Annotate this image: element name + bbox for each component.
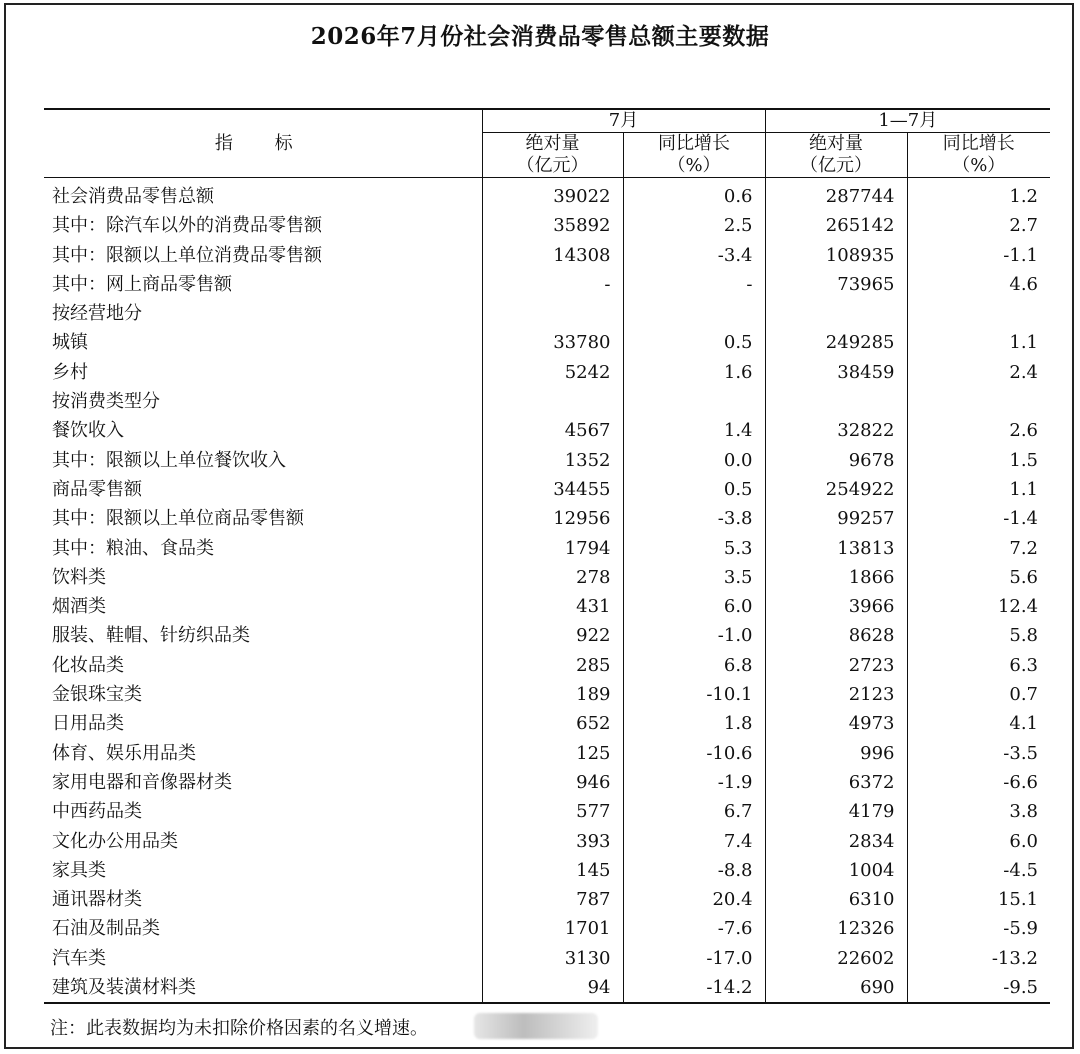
row-indicator: 汽车类 bbox=[52, 947, 106, 969]
month-abs-cell: 14308 bbox=[482, 241, 623, 270]
table-row bbox=[44, 827, 1050, 856]
table-row bbox=[44, 299, 1050, 328]
month-abs-cell: 946 bbox=[482, 768, 623, 797]
ytd-yoy-cell: 15.1 bbox=[907, 885, 1050, 914]
month-abs-cell: 3130 bbox=[482, 944, 623, 973]
ytd-yoy-cell: 7.2 bbox=[907, 534, 1050, 563]
month-yoy-cell: -1.0 bbox=[623, 621, 765, 650]
month-yoy-cell: 6.7 bbox=[623, 797, 765, 826]
ytd-yoy-cell: -1.4 bbox=[907, 504, 1050, 533]
month-yoy-cell: 0.5 bbox=[623, 328, 765, 357]
month-yoy-cell: - bbox=[623, 270, 765, 299]
month-yoy-cell: -17.0 bbox=[623, 944, 765, 973]
month-yoy-cell: -8.8 bbox=[623, 856, 765, 885]
table-row bbox=[44, 358, 1050, 387]
month-yoy-cell: 0.6 bbox=[623, 178, 765, 212]
ytd-yoy-cell bbox=[907, 299, 1050, 328]
ytd-abs-cell: 1004 bbox=[765, 856, 907, 885]
table-row bbox=[44, 768, 1050, 797]
ytd-yoy-cell: 6.0 bbox=[907, 827, 1050, 856]
page-title: 2026年7月份社会消费品零售总额主要数据 bbox=[310, 23, 770, 50]
row-indicator: 按消费类型分 bbox=[52, 391, 160, 413]
ytd-yoy-cell: -3.5 bbox=[907, 739, 1050, 768]
row-indicator: 其中：粮油、食品类 bbox=[52, 537, 214, 559]
ytd-yoy-cell: 2.6 bbox=[907, 416, 1050, 445]
row-indicator: 文化办公用品类 bbox=[52, 830, 178, 852]
header-month-abs: 绝对量 bbox=[482, 133, 623, 156]
row-indicator: 其中：网上商品零售额 bbox=[52, 273, 232, 295]
ytd-abs-cell: 32822 bbox=[765, 416, 907, 445]
month-abs-cell: 577 bbox=[482, 797, 623, 826]
month-yoy-cell: -14.2 bbox=[623, 973, 765, 1003]
header-ytd-abs-unit: （亿元） bbox=[765, 155, 907, 178]
table-row bbox=[44, 709, 1050, 738]
month-abs-cell: 12956 bbox=[482, 504, 623, 533]
month-yoy-cell: -1.9 bbox=[623, 768, 765, 797]
ytd-abs-cell: 108935 bbox=[765, 241, 907, 270]
month-abs-cell: 35892 bbox=[482, 211, 623, 240]
row-indicator: 其中：限额以上单位消费品零售额 bbox=[52, 244, 322, 266]
ytd-yoy-cell: 5.8 bbox=[907, 621, 1050, 650]
ytd-yoy-cell: 4.6 bbox=[907, 270, 1050, 299]
month-yoy-cell bbox=[623, 387, 765, 416]
table-row bbox=[44, 211, 1050, 240]
table-row bbox=[44, 416, 1050, 445]
row-indicator: 石油及制品类 bbox=[52, 918, 160, 940]
row-indicator: 其中：限额以上单位商品零售额 bbox=[52, 508, 304, 530]
month-abs-cell: 1701 bbox=[482, 914, 623, 943]
ytd-abs-cell: 690 bbox=[765, 973, 907, 1003]
row-indicator: 家用电器和音像器材类 bbox=[52, 771, 232, 793]
table-row bbox=[44, 328, 1050, 357]
ytd-yoy-cell: -9.5 bbox=[907, 973, 1050, 1003]
ytd-abs-cell: 254922 bbox=[765, 475, 907, 504]
row-indicator: 烟酒类 bbox=[52, 596, 106, 618]
ytd-yoy-cell bbox=[907, 387, 1050, 416]
ytd-abs-cell: 4973 bbox=[765, 709, 907, 738]
table-row bbox=[44, 856, 1050, 885]
month-abs-cell: 125 bbox=[482, 739, 623, 768]
header-indicator: 指 标 bbox=[44, 109, 482, 178]
table-row bbox=[44, 651, 1050, 680]
month-yoy-cell: 1.4 bbox=[623, 416, 765, 445]
row-indicator: 中西药品类 bbox=[52, 801, 142, 823]
month-yoy-cell: 7.4 bbox=[623, 827, 765, 856]
row-indicator: 化妆品类 bbox=[52, 654, 124, 676]
month-yoy-cell: -10.6 bbox=[623, 739, 765, 768]
header-group-ytd: 1—7月 bbox=[765, 109, 1050, 133]
ytd-abs-cell: 13813 bbox=[765, 534, 907, 563]
row-indicator: 城镇 bbox=[52, 332, 88, 354]
ytd-abs-cell: 2723 bbox=[765, 651, 907, 680]
table-row bbox=[44, 270, 1050, 299]
month-yoy-cell: 6.0 bbox=[623, 592, 765, 621]
row-indicator: 建筑及装潢材料类 bbox=[44, 973, 482, 1003]
table-row bbox=[44, 241, 1050, 270]
month-abs-cell: 94 bbox=[482, 973, 623, 1003]
month-yoy-cell: -3.8 bbox=[623, 504, 765, 533]
ytd-yoy-cell: 12.4 bbox=[907, 592, 1050, 621]
header-month-abs-unit: （亿元） bbox=[482, 155, 623, 178]
ytd-yoy-cell: 3.8 bbox=[907, 797, 1050, 826]
month-abs-cell: 33780 bbox=[482, 328, 623, 357]
ytd-abs-cell: 1866 bbox=[765, 563, 907, 592]
month-abs-cell: 1352 bbox=[482, 446, 623, 475]
ytd-abs-cell: 99257 bbox=[765, 504, 907, 533]
month-yoy-cell: -3.4 bbox=[623, 241, 765, 270]
month-yoy-cell: 3.5 bbox=[623, 563, 765, 592]
row-indicator: 家具类 bbox=[52, 859, 106, 881]
month-abs-cell: 4567 bbox=[482, 416, 623, 445]
row-indicator: 餐饮收入 bbox=[52, 420, 124, 442]
header-ytd-yoy-unit: （%） bbox=[907, 155, 1050, 178]
month-abs-cell: 922 bbox=[482, 621, 623, 650]
month-abs-cell: 5242 bbox=[482, 358, 623, 387]
ytd-yoy-cell: 4.1 bbox=[907, 709, 1050, 738]
table-row bbox=[44, 178, 1050, 212]
month-yoy-cell bbox=[623, 299, 765, 328]
table-row bbox=[44, 885, 1050, 914]
ytd-yoy-cell: -5.9 bbox=[907, 914, 1050, 943]
ytd-abs-cell: 6310 bbox=[765, 885, 907, 914]
table-row bbox=[44, 914, 1050, 943]
row-indicator: 饮料类 bbox=[52, 566, 106, 588]
ytd-yoy-cell: 1.1 bbox=[907, 475, 1050, 504]
retail-sales-table bbox=[44, 108, 1050, 1004]
month-yoy-cell: 2.5 bbox=[623, 211, 765, 240]
row-indicator: 体育、娱乐用品类 bbox=[52, 742, 196, 764]
table-row bbox=[44, 504, 1050, 533]
month-abs-cell: 652 bbox=[482, 709, 623, 738]
ytd-abs-cell: 3966 bbox=[765, 592, 907, 621]
ytd-yoy-cell: 1.2 bbox=[907, 178, 1050, 212]
ytd-abs-cell: 38459 bbox=[765, 358, 907, 387]
header-month-yoy-unit: （%） bbox=[623, 155, 765, 178]
month-yoy-cell: 0.5 bbox=[623, 475, 765, 504]
ytd-yoy-cell: 2.7 bbox=[907, 211, 1050, 240]
month-yoy-cell: 0.0 bbox=[623, 446, 765, 475]
table-row bbox=[44, 797, 1050, 826]
ytd-yoy-cell: -6.6 bbox=[907, 768, 1050, 797]
row-indicator: 服装、鞋帽、针纺织品类 bbox=[52, 625, 250, 647]
row-indicator: 通讯器材类 bbox=[52, 889, 142, 911]
ytd-abs-cell: 12326 bbox=[765, 914, 907, 943]
ytd-yoy-cell: -1.1 bbox=[907, 241, 1050, 270]
ytd-abs-cell: 265142 bbox=[765, 211, 907, 240]
ytd-abs-cell: 6372 bbox=[765, 768, 907, 797]
row-indicator: 金银珠宝类 bbox=[52, 684, 142, 706]
ytd-yoy-cell: -4.5 bbox=[907, 856, 1050, 885]
table-row bbox=[44, 592, 1050, 621]
month-yoy-cell: 1.6 bbox=[623, 358, 765, 387]
month-yoy-cell: 5.3 bbox=[623, 534, 765, 563]
month-yoy-cell: 20.4 bbox=[623, 885, 765, 914]
row-indicator: 社会消费品零售总额 bbox=[52, 186, 214, 207]
month-abs-cell: 39022 bbox=[482, 178, 623, 212]
table-row bbox=[44, 621, 1050, 650]
ytd-yoy-cell: 5.6 bbox=[907, 563, 1050, 592]
header-ytd-abs: 绝对量 bbox=[765, 133, 907, 156]
month-abs-cell: 278 bbox=[482, 563, 623, 592]
ytd-yoy-cell: 6.3 bbox=[907, 651, 1050, 680]
ytd-abs-cell: 287744 bbox=[765, 178, 907, 212]
row-indicator: 其中：除汽车以外的消费品零售额 bbox=[52, 215, 322, 237]
ytd-abs-cell: 2834 bbox=[765, 827, 907, 856]
row-indicator: 日用品类 bbox=[52, 713, 124, 735]
footnote: 注：此表数据均为未扣除价格因素的名义增速。 bbox=[50, 1018, 428, 1039]
month-abs-cell: 393 bbox=[482, 827, 623, 856]
table-row bbox=[44, 446, 1050, 475]
table-row bbox=[44, 680, 1050, 709]
ytd-abs-cell: 22602 bbox=[765, 944, 907, 973]
month-abs-cell bbox=[482, 387, 623, 416]
table-row bbox=[44, 475, 1050, 504]
month-abs-cell: 34455 bbox=[482, 475, 623, 504]
month-abs-cell: 787 bbox=[482, 885, 623, 914]
table-row bbox=[44, 534, 1050, 563]
ytd-yoy-cell: 1.1 bbox=[907, 328, 1050, 357]
ytd-abs-cell: 996 bbox=[765, 739, 907, 768]
ytd-yoy-cell: 0.7 bbox=[907, 680, 1050, 709]
watermark-blur bbox=[474, 1013, 598, 1039]
month-yoy-cell: -7.6 bbox=[623, 914, 765, 943]
ytd-abs-cell: 2123 bbox=[765, 680, 907, 709]
month-abs-cell: 431 bbox=[482, 592, 623, 621]
month-abs-cell: 189 bbox=[482, 680, 623, 709]
header-ytd-yoy: 同比增长 bbox=[907, 133, 1050, 156]
month-yoy-cell: 6.8 bbox=[623, 651, 765, 680]
ytd-yoy-cell: 1.5 bbox=[907, 446, 1050, 475]
month-abs-cell: - bbox=[482, 270, 623, 299]
header-month-yoy: 同比增长 bbox=[623, 133, 765, 156]
table-row bbox=[44, 563, 1050, 592]
ytd-abs-cell: 8628 bbox=[765, 621, 907, 650]
ytd-yoy-cell: -13.2 bbox=[907, 944, 1050, 973]
ytd-yoy-cell: 2.4 bbox=[907, 358, 1050, 387]
month-yoy-cell: -10.1 bbox=[623, 680, 765, 709]
month-abs-cell: 285 bbox=[482, 651, 623, 680]
header-group-month: 7月 bbox=[482, 109, 765, 133]
row-indicator: 乡村 bbox=[52, 361, 88, 383]
month-abs-cell bbox=[482, 299, 623, 328]
table-row bbox=[44, 973, 1050, 1003]
row-indicator: 商品零售额 bbox=[52, 478, 142, 500]
ytd-abs-cell: 9678 bbox=[765, 446, 907, 475]
month-yoy-cell: 1.8 bbox=[623, 709, 765, 738]
ytd-abs-cell: 73965 bbox=[765, 270, 907, 299]
table-row bbox=[44, 739, 1050, 768]
month-abs-cell: 1794 bbox=[482, 534, 623, 563]
ytd-abs-cell: 4179 bbox=[765, 797, 907, 826]
table-row bbox=[44, 944, 1050, 973]
month-abs-cell: 145 bbox=[482, 856, 623, 885]
row-indicator: 其中：限额以上单位餐饮收入 bbox=[52, 449, 286, 471]
ytd-abs-cell bbox=[765, 387, 907, 416]
table-body bbox=[44, 178, 1050, 1004]
ytd-abs-cell: 249285 bbox=[765, 328, 907, 357]
ytd-abs-cell bbox=[765, 299, 907, 328]
header-group-row bbox=[44, 109, 1050, 133]
row-indicator: 按经营地分 bbox=[52, 303, 142, 325]
table-row bbox=[44, 387, 1050, 416]
